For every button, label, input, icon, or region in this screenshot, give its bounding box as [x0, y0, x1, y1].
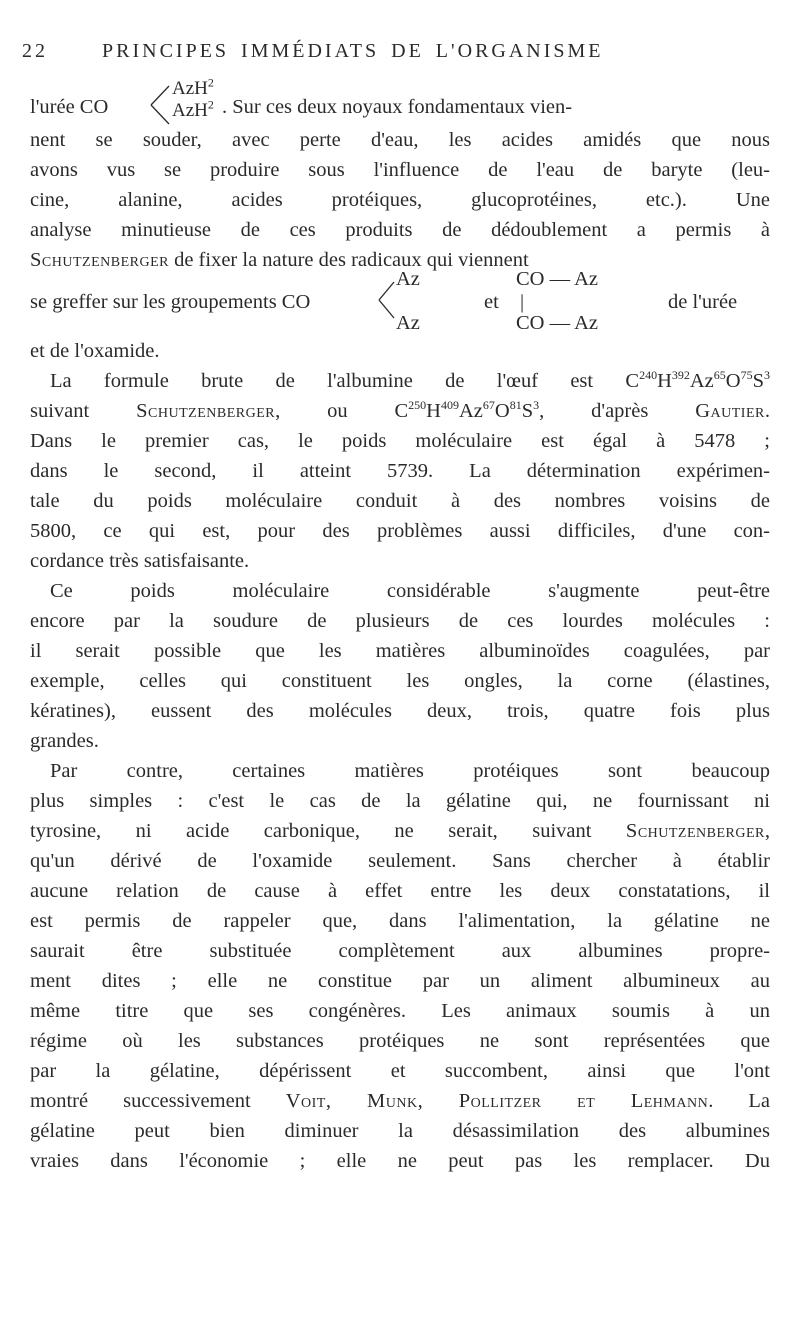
oxamide-top: CO — Az: [516, 268, 598, 290]
text-line: tale du poids moléculaire conduit à des nombres voisins de: [30, 490, 770, 512]
text-line: Ce poids moléculaire considérable s'augmente peut-être: [50, 580, 770, 602]
oxamide-bar: |: [520, 291, 525, 313]
text-line: cordance très satisfaisante.: [30, 550, 250, 572]
text-line: même titre que ses congénères. Les animaux soumis à un: [30, 1000, 770, 1022]
text-line: est permis de rappeler que, dans l'alimentation, la gélatine ne: [30, 910, 770, 932]
text-line: Par contre, certaines matières protéiques sont beaucoup: [50, 760, 770, 782]
bracket-symbol: [147, 84, 171, 126]
oxamide-bottom: CO — Az: [516, 312, 598, 334]
text-line: saurait être substituée complètement aux albumines propre-: [30, 940, 770, 962]
author-name: Gautier: [695, 400, 765, 422]
text-line: dans le second, il atteint 5739. La détermination expérimen-: [30, 460, 770, 482]
bracket-symbol: [376, 280, 396, 320]
text-line: 5800, ce qui est, pour des problèmes aussi difficiles, d'une con-: [30, 520, 770, 542]
text-line: suivant Schutzenberger, ou $C^{250}H^{409}Az^{67}O^{81}S^3$, d'après Gautier.: [30, 398, 770, 422]
text-line: il serait possible que les matières albuminoïdes coagulées, par: [30, 640, 770, 662]
text-line: qu'un dérivé de l'oxamide seulement. Sans chercher à établir: [30, 850, 770, 872]
uree-suffix: . Sur ces deux noyaux fondamentaux vien-: [222, 96, 573, 118]
text-line: tyrosine, ni acide carbonique, ne serait, suivant Schutzenberger,: [30, 820, 770, 842]
text-line: gélatine peut bien diminuer la désassimilation des albumines: [30, 1120, 770, 1142]
author-name: Schutzenberger: [625, 820, 765, 842]
page-number: 22: [22, 40, 48, 62]
uree-formula-line: [30, 75, 770, 130]
groups-middle: et: [484, 291, 499, 313]
text-line: régime où les substances protéiques ne sont représentées que: [30, 1030, 770, 1052]
text-line: plus simples : c'est le cas de la gélatine qui, ne fournissant ni: [30, 790, 770, 812]
text-line: encore par la soudure de plusieurs de ces lourdes molécules :: [30, 610, 770, 632]
text-line: exemple, celles qui constituent les ongles, la corne (élastines,: [30, 670, 770, 692]
text-line: aucune relation de cause à effet entre les deux constatations, il: [30, 880, 770, 902]
text-line: grandes.: [30, 730, 99, 752]
text-line: avons vus se produire sous l'influence de l'eau de baryte (leu-: [30, 159, 770, 181]
text-line: Dans le premier cas, le poids moléculaire est égal à 5478 ;: [30, 430, 770, 452]
running-title: PRINCIPES IMMÉDIATS DE L'ORGANISME: [102, 40, 604, 62]
text-line: cine, alanine, acides protéiques, glucoprotéines, etc.). Une: [30, 189, 770, 211]
groups-formula: [30, 268, 770, 338]
text-line: par la gélatine, dépérissent et succombent, ainsi que l'ont: [30, 1060, 770, 1082]
uree-bottom-group: AzH$^2$: [172, 97, 214, 121]
text-line: et de l'oxamide.: [30, 340, 160, 362]
text-line: kératines), eussent des molécules deux, trois, quatre fois plus: [30, 700, 770, 722]
groups-prefix: se greffer sur les groupements CO: [30, 291, 311, 313]
uree-top-group: AzH$^2$: [172, 75, 214, 99]
text-line: Schutzenberger de fixer la nature des radicaux qui viennent: [30, 249, 529, 271]
running-header: [22, 40, 760, 70]
text-line: vraies dans l'économie ; elle ne peut pas les remplacer. Du: [30, 1150, 770, 1172]
text-line: La formule brute de l'albumine de l'œuf est $C^{240}H^{392}Az^{65}O^{75}S^3$: [50, 368, 770, 392]
groups-suffix: de l'urée: [668, 291, 738, 313]
text-line: ment dites ; elle ne constitue par un aliment albumineux au: [30, 970, 770, 992]
az-bottom: Az: [396, 312, 420, 334]
text-line: nent se souder, avec perte d'eau, les acides amidés que nous: [30, 129, 770, 151]
author-name: Schutzenberger: [30, 249, 169, 271]
author-name: Schutzenberger: [136, 400, 276, 422]
author-names: Voit, Munk, Pollitzer et Lehmann: [285, 1090, 709, 1112]
uree-prefix: l'urée CO: [30, 96, 109, 118]
text-line: analyse minutieuse de ces produits de dédoublement a permis à: [30, 219, 770, 241]
text-line: montré successivement Voit, Munk, Pollitzer et Lehmann. La: [30, 1090, 771, 1112]
az-top: Az: [396, 268, 420, 290]
